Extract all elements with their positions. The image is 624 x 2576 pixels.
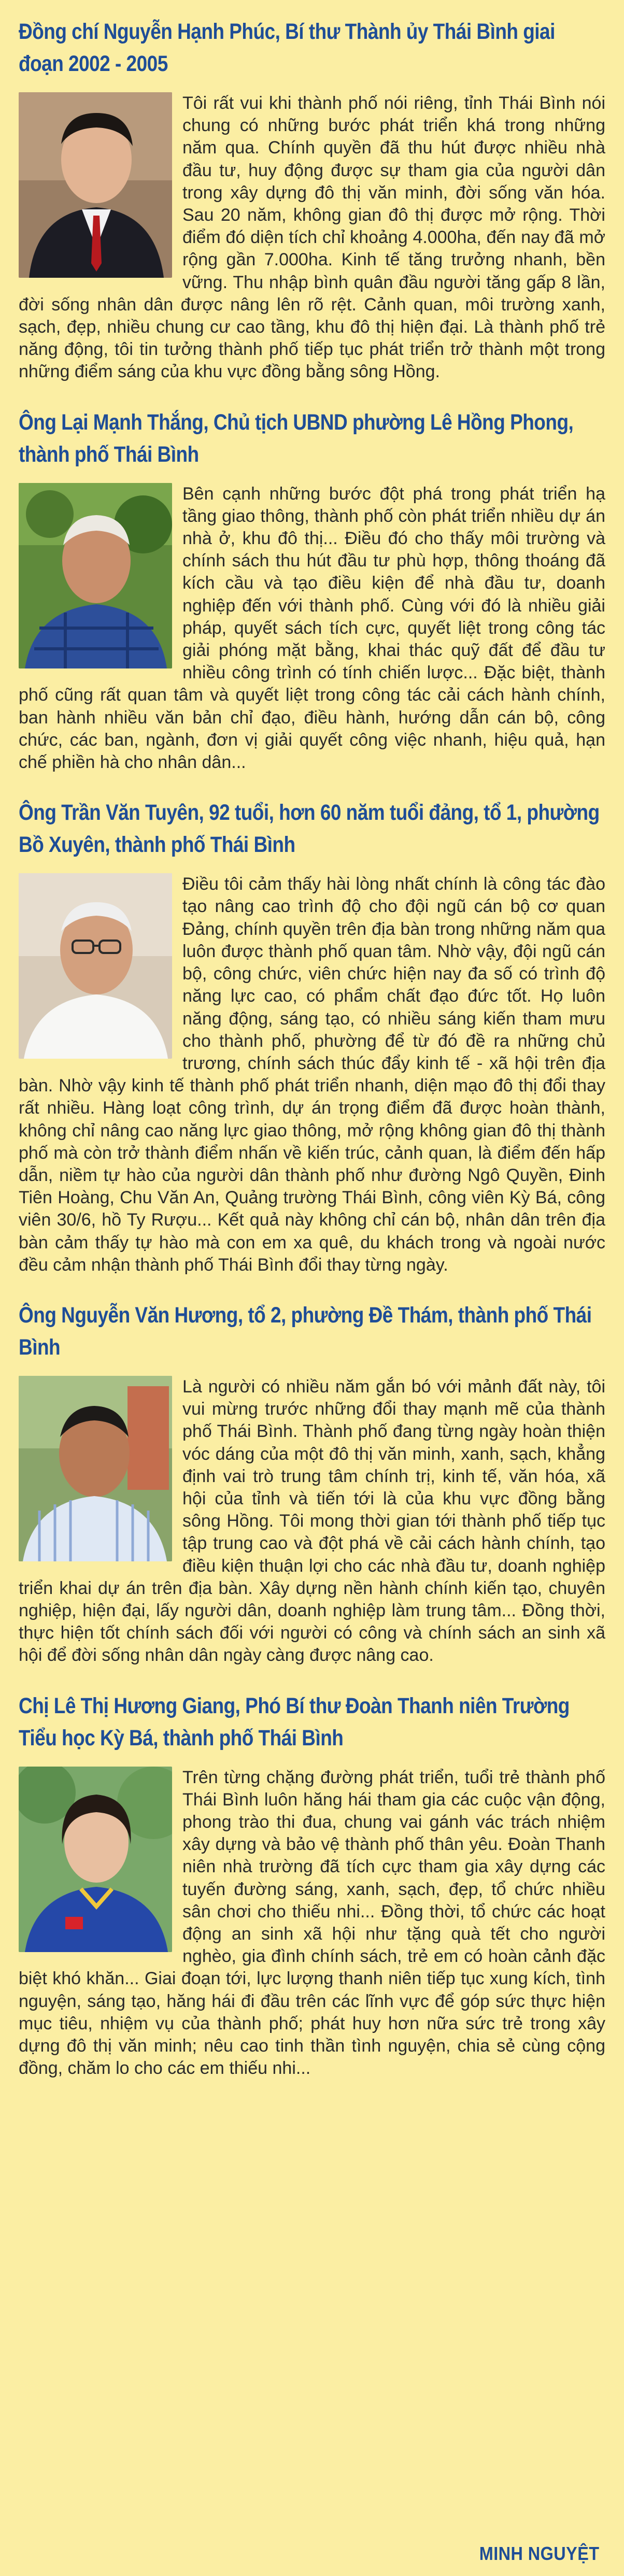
speaker-photo xyxy=(19,1376,172,1561)
quote-section-2 xyxy=(19,406,605,774)
speaker-photo xyxy=(19,92,172,278)
speaker-heading: Ông Lại Mạnh Thắng, Chủ tịch UBND phường Lê Hồng Phong, thành phố Thái Bình xyxy=(19,409,574,467)
quote-text: Trên từng chặng đường phát triển, tuổi trẻ thành phố Thái Bình luôn hăng hái tham gia các cuộc vận động, phong trào thi đua, chung vai gánh vác trách nhiệm xây dựng và bảo vệ thành phố thân yêu. Đoàn Thanh niên nhà trường đã tích cực tham gia xây dựng các tuyến đường sáng, xanh, sạch, đẹp, tổ chức nhiều sân chơi cho thiếu nhi... Đồng thời, tổ chức các hoạt động an sinh xã hội như tặng quà tết cho người nghèo, gia đình chính sách, trẻ em có hoàn cảnh đặc biệt khó khăn... Giai đoạn tới, lực lượng thanh niên tiếp tục xung kích, tình nguyện, sáng tạo, hăng hái đi đầu trên các lĩnh vực để góp sức thực hiện mục tiêu, nhiệm vụ của thành phố; phát huy hơn nữa sức trẻ trong xây dựng đô thị văn minh; nêu cao tinh thần tình nguyện, chia sẻ cùng cộng đồng, chăm lo cho các em thiếu nhi... xyxy=(19,1767,605,2079)
speaker-heading: Đồng chí Nguyễn Hạnh Phúc, Bí thư Thành ủy Thái Bình giai đoạn 2002 - 2005 xyxy=(19,19,555,76)
speaker-heading: Ông Trần Văn Tuyên, 92 tuổi, hơn 60 năm tuổi đảng, tổ 1, phường Bồ Xuyên, thành phố Thái Bình xyxy=(19,800,600,858)
speaker-heading: Ông Nguyễn Văn Hương, tổ 2, phường Đề Thám, thành phố Thái Bình xyxy=(19,1302,592,1360)
quote-section-4 xyxy=(19,1299,605,1667)
quote-text: Là người có nhiều năm gắn bó với mảnh đất này, tôi vui mừng trước những đổi thay mạnh mẽ của thành phố Thái Bình. Thành phố đang từng ngày hoàn thiện vóc dáng của một đô thị văn minh, xanh, sạch, khẳng định vai trò trung tâm chính trị, kinh tế, văn hóa, xã hội của tỉnh và tiến tới là của khu vực đồng bằng sông Hồng. Tôi mong thời gian tới thành phố tiếp tục tập trung cao và đột phá về cải cách hành chính, tạo điều kiện thuận lợi cho các nhà đầu tư, doanh nghiệp triển khai dự án trên địa bàn. Xây dựng nền hành chính kiến tạo, chuyên nghiệp, hiện đại, lấy người dân, doanh nghiệp làm trung tâm... Đồng thời, thực hiện tốt chính sách đối với người có công và chính sách an sinh xã hội để đời sống nhân dân ngày càng được nâng cao. xyxy=(19,1376,605,1666)
speaker-photo xyxy=(19,483,172,668)
quote-text: Tôi rất vui khi thành phố nói riêng, tỉnh Thái Bình nói chung có những bước phát triển khá trong những năm qua. Chính quyền đã thu hút được nhiều nhà đầu tư, huy động được sự tham gia của người dân trong xây dựng đô thị văn minh, đời sống văn hóa. Sau 20 năm, không gian đô thị được mở rộng. Thời điểm đó diện tích chỉ khoảng 4.000ha, đến nay đã mở rộng gần 7.000ha. Kinh tế tăng trưởng nhanh, bền vững. Thu nhập bình quân đầu người tăng gấp 8 lần, đời sống nhân dân được nâng lên rõ rệt. Cảnh quan, môi trường xanh, sạch, đẹp, nhiều chung cư cao tầng, khu đô thị hiện đại. Là thành phố trẻ năng động, tôi tin tưởng thành phố tiếp tục phát triển trở thành một trong những điểm sáng của khu vực đồng bằng sông Hồng. xyxy=(19,93,605,382)
speaker-photo xyxy=(19,1767,172,1952)
author-signature: MINH NGUYỆT xyxy=(479,2543,599,2564)
speaker-photo xyxy=(19,873,172,1059)
quote-section-5 xyxy=(19,1690,605,2080)
speaker-heading: Chị Lê Thị Hương Giang, Phó Bí thư Đoàn Thanh niên Trường Tiểu học Kỳ Bá, thành phố Thái Bình xyxy=(19,1693,570,1750)
quote-section-1 xyxy=(19,16,605,383)
quote-text: Điều tôi cảm thấy hài lòng nhất chính là công tác đào tạo nâng cao trình độ cho đội ngũ cán bộ cơ quan Đảng, chính quyền trên địa bàn trong những năm qua luôn được thành phố quan tâm. Nhờ vậy, đội ngũ cán bộ, công chức, viên chức hiện nay đa số có trình độ năng lực cao, có phẩm chất đạo đức tốt. Họ luôn năng động, sáng tạo, có nhiều sáng kiến tham mưu cho thành phố, phường để từ đó đề ra những chủ trương, chính sách thúc đẩy kinh tế - xã hội trên địa bàn. Nhờ vậy kinh tế thành phố phát triển nhanh, diện mạo đô thị đổi thay rất nhiều. Hàng loạt công trình, dự án trọng điểm đã được hoàn thành, không chỉ nâng cao năng lực giao thông, mở rộng không gian đô thị thành phố mà còn trở thành điểm nhấn về kiến trúc, cảnh quan, là điểm đến hấp dẫn, niềm tự hào của người dân thành phố như đường Ngô Quyền, Đinh Tiên Hoàng, Chu Văn An, Quảng trường Thái Bình, công viên Kỳ Bá, công viên 30/6, hồ Ty Rượu... Kết quả này không chỉ cán bộ, nhân dân trên địa bàn cảm thấy tự hào mà con em xa quê, du khách trong và ngoài nước đều cảm nhận thành phố Thái Bình đổi thay từng ngày. xyxy=(19,874,605,1275)
quote-section-3 xyxy=(19,796,605,1276)
quote-text: Bên cạnh những bước đột phá trong phát triển hạ tầng giao thông, thành phố còn phát triển nhiều dự án nhà ở, khu đô thị... Điều đó cho thấy môi trường và chính sách thu hút đầu tư phù hợp, thông thoáng đã kích cầu và tạo điều kiện để nhà đầu tư, doanh nghiệp đến với thành phố. Cùng với đó là nhiều giải pháp, quyết sách tích cực, quyết liệt trong công tác giải phóng mặt bằng, khai thác quỹ đất để đầu tư nhiều công trình có tính chiến lược... Đặc biệt, thành phố cũng rất quan tâm và quyết liệt trong công tác cải cách hành chính, ban hành nhiều văn bản chỉ đạo, điều hành, hướng dẫn cán bộ, công chức, các ban, ngành, đơn vị giải quyết công việc nhanh, hiệu quả, hạn chế phiền hà cho nhân dân... xyxy=(19,483,605,773)
